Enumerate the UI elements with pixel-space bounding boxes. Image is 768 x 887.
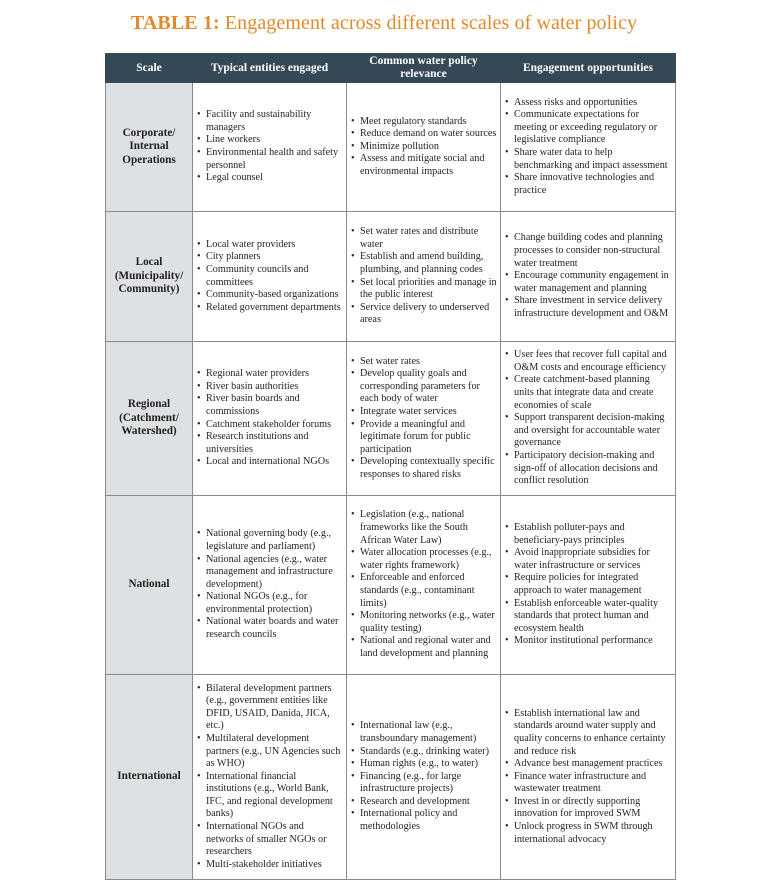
scale-cell: Local (Municipality/ Community)	[106, 212, 193, 342]
list-item: • International law (e.g., transboundary management)	[351, 720, 497, 745]
list-item: • Share water data to help benchmarking and impact assessment	[505, 147, 672, 172]
list-item: • Establish international law and standards around water supply and quality concerns to enhance certainty and reduce risk	[505, 708, 672, 758]
list-item: • Monitor institutional performance	[505, 635, 672, 648]
entities-cell	[193, 342, 347, 496]
list-item: • National agencies (e.g., water management and infrastructure development)	[197, 554, 343, 592]
list-item: • Assess and mitigate social and environmental impacts	[351, 153, 497, 178]
opportunities-cell	[501, 496, 676, 675]
list-item: • National water boards and water research councils	[197, 616, 343, 641]
list-item: • Multilateral development partners (e.g., UN Agencies such as WHO)	[197, 733, 343, 771]
opportunities-cell	[501, 83, 676, 212]
relevance-cell	[347, 675, 501, 880]
table-row	[106, 342, 676, 496]
table-row	[106, 212, 676, 342]
relevance-cell	[347, 342, 501, 496]
scale-cell: National	[106, 496, 193, 675]
table-title-prefix: TABLE 1:	[130, 12, 220, 34]
list-item: • Facility and sustainability managers	[197, 109, 343, 134]
list-item: • Standards (e.g., drinking water)	[351, 746, 497, 759]
header-row	[106, 54, 676, 83]
header-entities: Typical entities engaged	[193, 54, 347, 83]
list-item: • Minimize pollution	[351, 141, 497, 154]
list-item: • City planners	[197, 251, 343, 264]
relevance-cell	[347, 496, 501, 675]
opportunities-cell	[501, 675, 676, 880]
table-title	[0, 12, 768, 35]
list-item: • Bilateral development partners (e.g., government entities like DFID, USAID, Danida, JICA, etc.)	[197, 683, 343, 733]
list-item: • Establish and amend building, plumbing, and planning codes	[351, 251, 497, 276]
scale-cell: Corporate/ Internal Operations	[106, 83, 193, 212]
entities-cell	[193, 496, 347, 675]
list-item: • Local and international NGOs	[197, 456, 343, 469]
list-item: • Participatory decision-making and sign-off of allocation decisions and conflict resolution	[505, 450, 672, 488]
list-item: • User fees that recover full capital and O&M costs and encourage efficiency	[505, 349, 672, 374]
list-item: • Communicate expectations for meeting or exceeding regulatory or legislative compliance	[505, 109, 672, 147]
entities-cell	[193, 212, 347, 342]
opportunities-cell	[501, 342, 676, 496]
list-item: • Set water rates	[351, 356, 497, 369]
list-item: • National NGOs (e.g., for environmental protection)	[197, 591, 343, 616]
list-item: • Environmental health and safety personnel	[197, 147, 343, 172]
list-item: • Local water providers	[197, 239, 343, 252]
list-item: • Advance best management practices	[505, 758, 672, 771]
table-row	[106, 675, 676, 880]
list-item: • National governing body (e.g., legislature and parliament)	[197, 528, 343, 553]
list-item: • Set water rates and distribute water	[351, 226, 497, 251]
list-item: • Financing (e.g., for large infrastructure projects)	[351, 771, 497, 796]
list-item: • Avoid inappropriate subsidies for water infrastructure or services	[505, 547, 672, 572]
table-container	[105, 53, 675, 880]
list-item: • Require policies for integrated approach to water management	[505, 572, 672, 597]
scale-cell: International	[106, 675, 193, 880]
list-item: • Research institutions and universities	[197, 431, 343, 456]
entities-cell	[193, 675, 347, 880]
list-item: • International policy and methodologies	[351, 808, 497, 833]
list-item: • Finance water infrastructure and wastewater treatment	[505, 771, 672, 796]
list-item: • Assess risks and opportunities	[505, 97, 672, 110]
list-item: • Develop quality goals and corresponding parameters for each body of water	[351, 368, 497, 406]
list-item: • National and regional water and land development and planning	[351, 635, 497, 660]
list-item: • Provide a meaningful and legitimate forum for public participation	[351, 419, 497, 457]
list-item: • Legal counsel	[197, 172, 343, 185]
list-item: • Regional water providers	[197, 368, 343, 381]
list-item: • Developing contextually specific responses to shared risks	[351, 456, 497, 481]
list-item: • River basin authorities	[197, 381, 343, 394]
list-item: • Line workers	[197, 134, 343, 147]
list-item: • Share investment in service delivery infrastructure development and O&M	[505, 295, 672, 320]
list-item: • Human rights (e.g., to water)	[351, 758, 497, 771]
list-item: • Monitoring networks (e.g., water quality testing)	[351, 610, 497, 635]
list-item: • Meet regulatory standards	[351, 116, 497, 129]
list-item: • Establish polluter-pays and beneficiary-pays principles	[505, 522, 672, 547]
list-item: • Catchment stakeholder forums	[197, 419, 343, 432]
list-item: • Service delivery to underserved areas	[351, 302, 497, 327]
relevance-cell	[347, 212, 501, 342]
list-item: • Integrate water services	[351, 406, 497, 419]
opportunities-cell	[501, 212, 676, 342]
header-relevance: Common water policy relevance	[347, 54, 501, 83]
engagement-table	[105, 53, 676, 880]
list-item: • Community-based organizations	[197, 289, 343, 302]
list-item: • Related government departments	[197, 302, 343, 315]
list-item: • Enforceable and enforced standards (e.g., contaminant limits)	[351, 572, 497, 610]
list-item: • Set local priorities and manage in the public interest	[351, 277, 497, 302]
scale-cell: Regional (Catchment/ Watershed)	[106, 342, 193, 496]
list-item: • Unlock progress in SWM through international advocacy	[505, 821, 672, 846]
list-item: • Reduce demand on water sources	[351, 128, 497, 141]
list-item: • Research and development	[351, 796, 497, 809]
list-item: • Share innovative technologies and practice	[505, 172, 672, 197]
list-item: • Community councils and committees	[197, 264, 343, 289]
list-item: • Support transparent decision-making and oversight for accountable water governance	[505, 412, 672, 450]
list-item: • International financial institutions (e.g., World Bank, IFC, and regional development banks)	[197, 771, 343, 821]
list-item: • Water allocation processes (e.g., water rights framework)	[351, 547, 497, 572]
list-item: • Multi-stakeholder initiatives	[197, 859, 343, 872]
list-item: • Create catchment-based planning units that integrate data and create economies of scale	[505, 374, 672, 412]
list-item: • Legislation (e.g., national frameworks like the South African Water Law)	[351, 509, 497, 547]
table-row	[106, 83, 676, 212]
list-item: • Change building codes and planning processes to consider non-structural water treatment	[505, 232, 672, 270]
list-item: • Invest in or directly supporting innovation for improved SWM	[505, 796, 672, 821]
table-row	[106, 496, 676, 675]
header-scale: Scale	[106, 54, 193, 83]
header-opportunities: Engagement opportunities	[501, 54, 676, 83]
list-item: • River basin boards and commissions	[197, 393, 343, 418]
list-item: • Encourage community engagement in water management and planning	[505, 270, 672, 295]
table-title-text: Engagement across different scales of water policy	[219, 12, 638, 34]
relevance-cell	[347, 83, 501, 212]
entities-cell	[193, 83, 347, 212]
list-item: • Establish enforceable water-quality standards that protect human and ecosystem health	[505, 598, 672, 636]
list-item: • International NGOs and networks of smaller NGOs or researchers	[197, 821, 343, 859]
